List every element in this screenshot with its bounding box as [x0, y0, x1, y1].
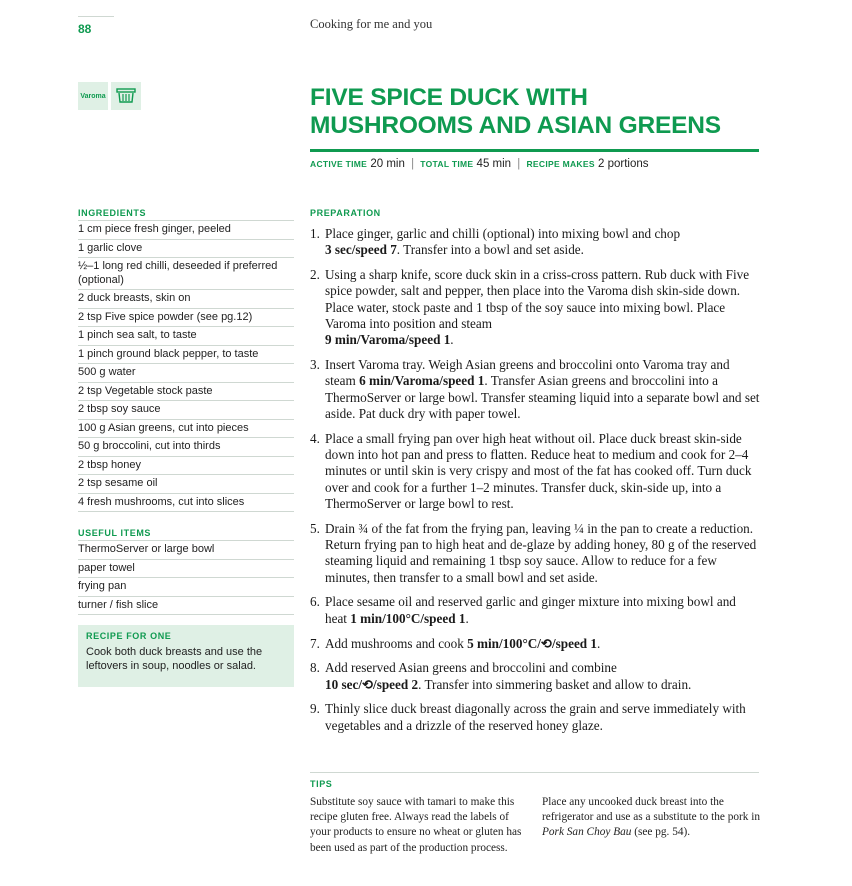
- step-text: Place ginger, garlic and chilli (optional) into mixing bowl and chop 3 sec/speed 7. Transfer into a bowl and set aside.: [325, 226, 681, 258]
- step-text: Place sesame oil and reserved garlic and ginger mixture into mixing bowl and heat 1 min/100°C/speed 1.: [325, 594, 736, 626]
- preparation-heading: PREPARATION: [310, 208, 381, 218]
- recipe-title: [310, 84, 780, 140]
- preparation-step: [310, 226, 760, 259]
- preparation-steps: [310, 226, 760, 743]
- meta-separator: |: [411, 158, 415, 170]
- running-head: Cooking for me and you: [310, 17, 433, 31]
- tips-heading: TIPS: [310, 779, 333, 789]
- ingredient-item: ½–1 long red chilli, deseeded if preferred (optional): [78, 257, 294, 289]
- step-text: Thinly slice duck breast diagonally across the grain and serve immediately with vegetables and a drizzle of the reserved honey glaze.: [325, 701, 746, 733]
- step-number: 3.: [310, 357, 320, 373]
- step-number: 4.: [310, 430, 320, 446]
- recipe-for-one-box: [78, 625, 294, 687]
- recipe-makes-value: 2 portions: [598, 158, 649, 170]
- step-number: 8.: [310, 660, 320, 676]
- preparation-step: [310, 357, 760, 422]
- ingredient-item: 50 g broccolini, cut into thirds: [78, 437, 294, 456]
- step-number: 1.: [310, 226, 320, 241]
- step-text: Insert Varoma tray. Weigh Asian greens and broccolini onto Varoma tray and steam 6 min/Varoma/speed 1. Transfer Asian greens and broccolini into a ThermoServer or large bowl. Transfer steaming liquid into a separate bowl and set aside. Pat duck dry with paper towel.: [325, 357, 760, 421]
- tip-leftover-duck: Place any uncooked duck breast into the refrigerator and use as a substitute to the pork in Pork San Choy Bau (see pg. 54).: [542, 796, 761, 839]
- ingredient-item: 2 duck breasts, skin on: [78, 289, 294, 308]
- recipe-makes-label: RECIPE MAKES: [526, 159, 595, 169]
- recipe-meta: [310, 158, 649, 170]
- ingredients-column: [78, 208, 294, 615]
- step-number: 5.: [310, 520, 320, 536]
- tips-rule: [310, 772, 759, 773]
- preparation-step: [310, 431, 760, 512]
- preparation-step: [310, 636, 760, 652]
- ingredient-item: 2 tsp Five spice powder (see pg.12): [78, 308, 294, 327]
- ingredient-item: 100 g Asian greens, cut into pieces: [78, 419, 294, 438]
- recipe-for-one-heading: RECIPE FOR ONE: [86, 631, 172, 641]
- useful-item: paper towel: [78, 559, 294, 578]
- ingredient-item: 1 pinch ground black pepper, to taste: [78, 345, 294, 364]
- ingredient-item: 2 tsp sesame oil: [78, 474, 294, 493]
- title-rule: [310, 149, 759, 152]
- active-time-label: ACTIVE TIME: [310, 159, 368, 169]
- preparation-step: [310, 594, 760, 627]
- useful-item: frying pan: [78, 577, 294, 596]
- useful-item: ThermoServer or large bowl: [78, 540, 294, 559]
- step-number: 2.: [310, 267, 320, 283]
- step-text: Add reserved Asian greens and broccolini and combine 10 sec/⟲/speed 2. Transfer into simmering basket and allow to drain.: [325, 660, 692, 692]
- useful-items-list: [78, 540, 294, 615]
- preparation-step: [310, 660, 760, 693]
- ingredient-item: 500 g water: [78, 363, 294, 382]
- total-time-label: TOTAL TIME: [420, 159, 474, 169]
- ingredient-item: 4 fresh mushrooms, cut into slices: [78, 493, 294, 513]
- step-text: Using a sharp knife, score duck skin in a criss-cross pattern. Rub duck with Five spice powder, salt and pepper, then place into the Varoma dish skin-side down. Place water, stock paste and 1 tbsp of the soy sauce into mixing bowl. Place Varoma into position and steam 9 min/Varoma/speed 1.: [325, 267, 750, 348]
- appliance-badge: [78, 82, 141, 110]
- meta-separator: |: [517, 158, 521, 170]
- ingredients-list: [78, 220, 294, 512]
- ingredient-item: 2 tsp Vegetable stock paste: [78, 382, 294, 401]
- ingredient-item: 2 tbsp honey: [78, 456, 294, 475]
- page-number: 88: [78, 22, 92, 36]
- useful-item: turner / fish slice: [78, 596, 294, 616]
- ingredients-heading: INGREDIENTS: [78, 208, 147, 218]
- step-text: Place a small frying pan over high heat without oil. Place duck breast skin-side down into hot pan and press to flatten. Reduce heat to medium and cook for 2–4 minutes or until skin is very crispy and most of the fat has cooked off. Turn duck over and cook for a further 1–2 minutes. Transfer duck, skin-side up, into a ThermoServer or large bowl to rest.: [325, 430, 752, 511]
- ingredient-item: 1 cm piece fresh ginger, peeled: [78, 220, 294, 239]
- step-text: Add mushrooms and cook 5 min/100°C/⟲/speed 1.: [325, 635, 601, 651]
- preparation-step: [310, 267, 760, 348]
- varoma-dish-icon: [111, 82, 141, 110]
- preparation-step: [310, 701, 760, 734]
- tip-gluten-free: Substitute soy sauce with tamari to make this recipe gluten free. Always read the labels of your products to ensure no wheat or gluten has been used as part of the production process.: [310, 796, 522, 854]
- useful-items-heading: USEFUL ITEMS: [78, 528, 152, 538]
- recipe-title-line-1: FIVE SPICE DUCK WITH: [310, 84, 588, 111]
- step-text: Drain ¾ of the fat from the frying pan, leaving ¼ in the pan to create a reduction. Return frying pan to high heat and de-glaze by adding honey, 80 g of the reserved steaming liquid and remaining 1 tbsp soy sauce. Allow to reduce for a few minutes, then transfer to a small bowl and set aside.: [325, 520, 757, 585]
- ingredient-item: 1 garlic clove: [78, 239, 294, 258]
- recipe-title-line-2: MUSHROOMS AND ASIAN GREENS: [310, 112, 721, 139]
- varoma-label: Varoma: [78, 82, 108, 110]
- preparation-step: [310, 521, 760, 586]
- step-number: 9.: [310, 701, 320, 717]
- recipe-for-one-text: Cook both duck breasts and use the leftovers in soup, noodles or salad.: [86, 646, 263, 672]
- step-number: 6.: [310, 594, 320, 610]
- ingredient-item: 1 pinch sea salt, to taste: [78, 326, 294, 345]
- ingredient-item: 2 tbsp soy sauce: [78, 400, 294, 419]
- total-time-value: 45 min: [476, 158, 512, 170]
- page-number-rule: [78, 16, 114, 17]
- active-time-value: 20 min: [370, 158, 405, 170]
- step-number: 7.: [310, 635, 320, 651]
